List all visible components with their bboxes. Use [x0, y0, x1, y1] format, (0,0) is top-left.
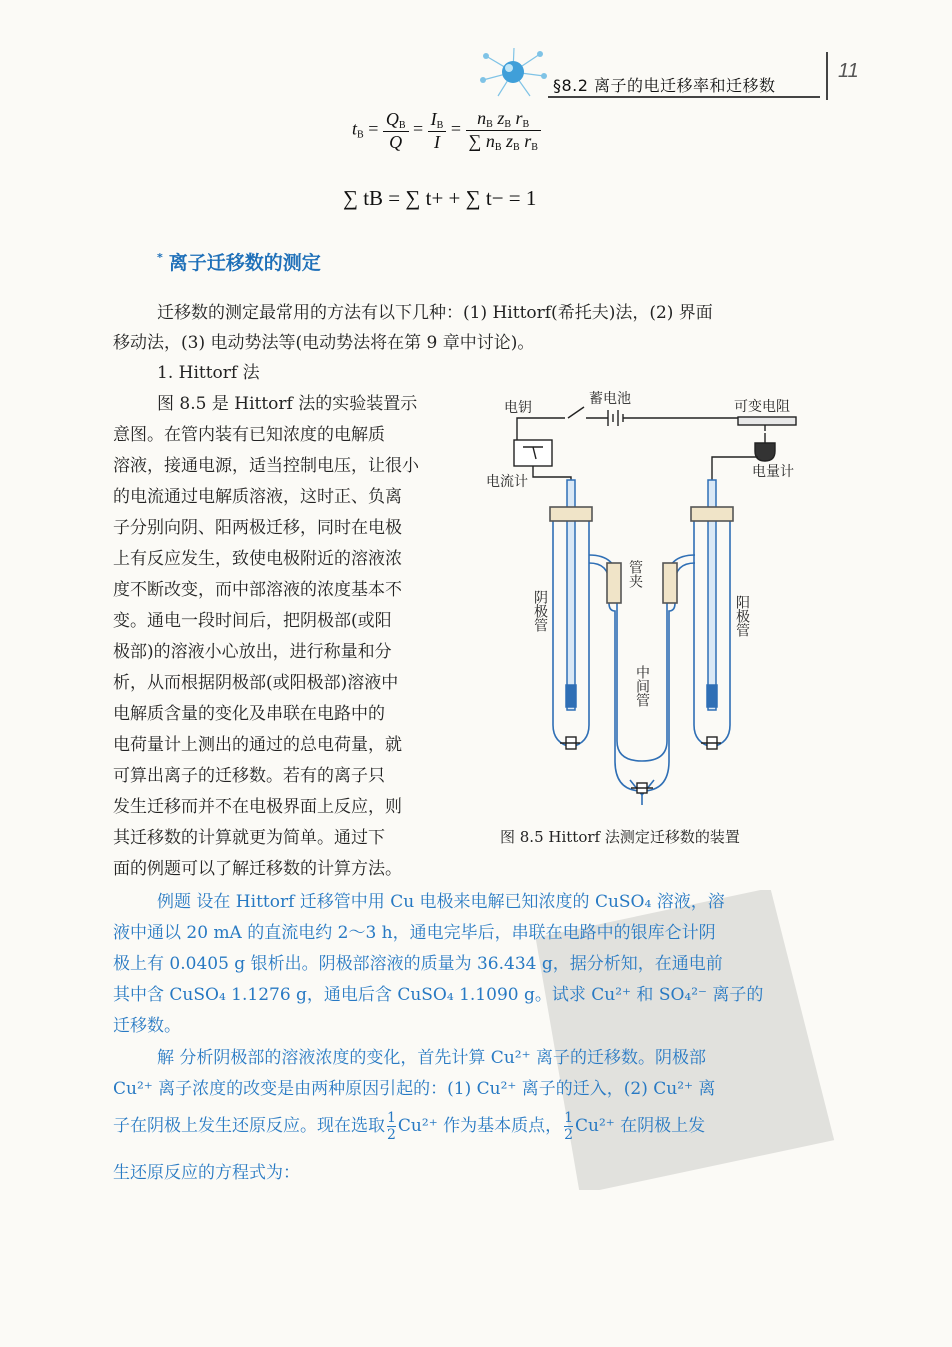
- para-line: 图 8.5 是 Hittorf 法的实验装置示: [157, 394, 418, 414]
- fraction-one-half: $\frac{1}{2}$: [387, 1110, 396, 1143]
- example-line-5: 迁移数。: [113, 1016, 181, 1036]
- solution-line-1: 解 分析阴极部的溶液浓度的变化，首先计算 Cu²⁺ 离子的迁移数。阴极部: [157, 1048, 706, 1068]
- page-number: 11: [838, 60, 859, 82]
- para-line: 上有反应发生，致使电极附近的溶液浓: [113, 549, 402, 569]
- label-ammeter: 电流计: [486, 474, 528, 490]
- para-line: 极部)的溶液小心放出，进行称量和分: [113, 642, 392, 662]
- intro-line-2: 移动法，(3) 电动势法等(电动势法将在第 9 章中讨论)。: [113, 333, 535, 353]
- para-line: 发生迁移而并不在电极界面上反应，则: [113, 797, 402, 817]
- section-heading: * 离子迁移数的测定: [157, 251, 321, 274]
- label-battery: 蓄电池: [589, 391, 631, 407]
- label-middle: 中间管: [634, 665, 650, 707]
- label-clamp: 管夹: [627, 560, 643, 588]
- label-anode: 阳极管: [734, 595, 750, 637]
- para-line: 变。通电一段时间后，把阴极部(或阳: [113, 611, 392, 631]
- para-line: 析，从而根据阴极部(或阳极部)溶液中: [113, 673, 399, 693]
- solution-line-3: 子在阴极上发生还原反应。现在选取 $\frac{1}{2}$ Cu²⁺ 作为基本质点， $\frac{1}{2}$ Cu²⁺ 在阴极上发: [113, 1110, 706, 1143]
- figure-caption: 图 8.5 Hittorf 法测定迁移数的装置: [500, 828, 740, 846]
- para-line: 度不断改变，而中部溶液的浓度基本不: [113, 580, 402, 600]
- switch-lever: [568, 407, 584, 418]
- label-resistor: 可变电阻: [734, 399, 790, 415]
- header-rule: [548, 96, 820, 98]
- label-switch: 电钥: [504, 400, 532, 416]
- running-header-section: §8.2 离子的电迁移率和迁移数: [553, 76, 776, 95]
- example-line-2: 液中通以 20 mA 的直流电约 2～3 h，通电完毕后，串联在电路中的银库仑计阴: [113, 923, 716, 943]
- hittorf-apparatus-diagram: [480, 385, 820, 815]
- transference-number-formula: $t_B$ = $\frac{Q_B}{Q}$ = $\frac{I_B}{I}$ = $\frac{n_B z_B r_B}{\sum n_B z_B r_B}$: [352, 108, 541, 153]
- para-line: 面的例题可以了解迁移数的计算方法。: [113, 859, 402, 879]
- example-line-3: 极上有 0.0405 g 银析出。阴极部溶液的质量为 36.434 g，据分析知，在通电前: [113, 954, 723, 974]
- molecule-logo-icon: [478, 46, 548, 98]
- solution-line-4: 生还原反应的方程式为：: [113, 1163, 300, 1183]
- example-line-4: 其中含 CuSO₄ 1.1276 g，通电后含 CuSO₄ 1.1090 g。试求 Cu²⁺ 和 SO₄²⁻ 离子的: [113, 985, 764, 1005]
- para-line: 其迁移数的计算就更为简单。通过下: [113, 828, 385, 848]
- label-cathode: 阴极管: [532, 590, 548, 632]
- sum-formula: ∑ tB = ∑ t+ + ∑ t− = 1: [343, 186, 537, 210]
- fraction-one-half: $\frac{1}{2}$: [564, 1110, 573, 1143]
- para-line: 溶液，接通电源，适当控制电压，让很小: [113, 456, 419, 476]
- label-coulometer: 电量计: [752, 464, 794, 480]
- header-divider: [826, 52, 828, 100]
- para-line: 意图。在管内装有已知浓度的电解质: [113, 425, 385, 445]
- example-line-1: 例题 设在 Hittorf 迁移管中用 Cu 电极来电解已知浓度的 CuSO₄ 溶液，溶: [157, 892, 725, 912]
- method-title: 1. Hittorf 法: [157, 363, 260, 383]
- intro-line-1: 迁移数的测定最常用的方法有以下几种：(1) Hittorf(希托夫)法，(2) 界面: [157, 303, 713, 323]
- para-line: 电荷量计上测出的通过的总电荷量，就: [113, 735, 402, 755]
- para-line: 电解质含量的变化及串联在电路中的: [113, 704, 385, 724]
- para-line: 子分别向阴、阳两极迁移，同时在电极: [113, 518, 402, 538]
- para-line: 的电流通过电解质溶液，这时正、负离: [113, 487, 402, 507]
- para-line: 可算出离子的迁移数。若有的离子只: [113, 766, 385, 786]
- solution-line-2: Cu²⁺ 离子浓度的改变是由两种原因引起的：(1) Cu²⁺ 离子的迁入，(2) Cu²⁺ 离: [113, 1079, 716, 1099]
